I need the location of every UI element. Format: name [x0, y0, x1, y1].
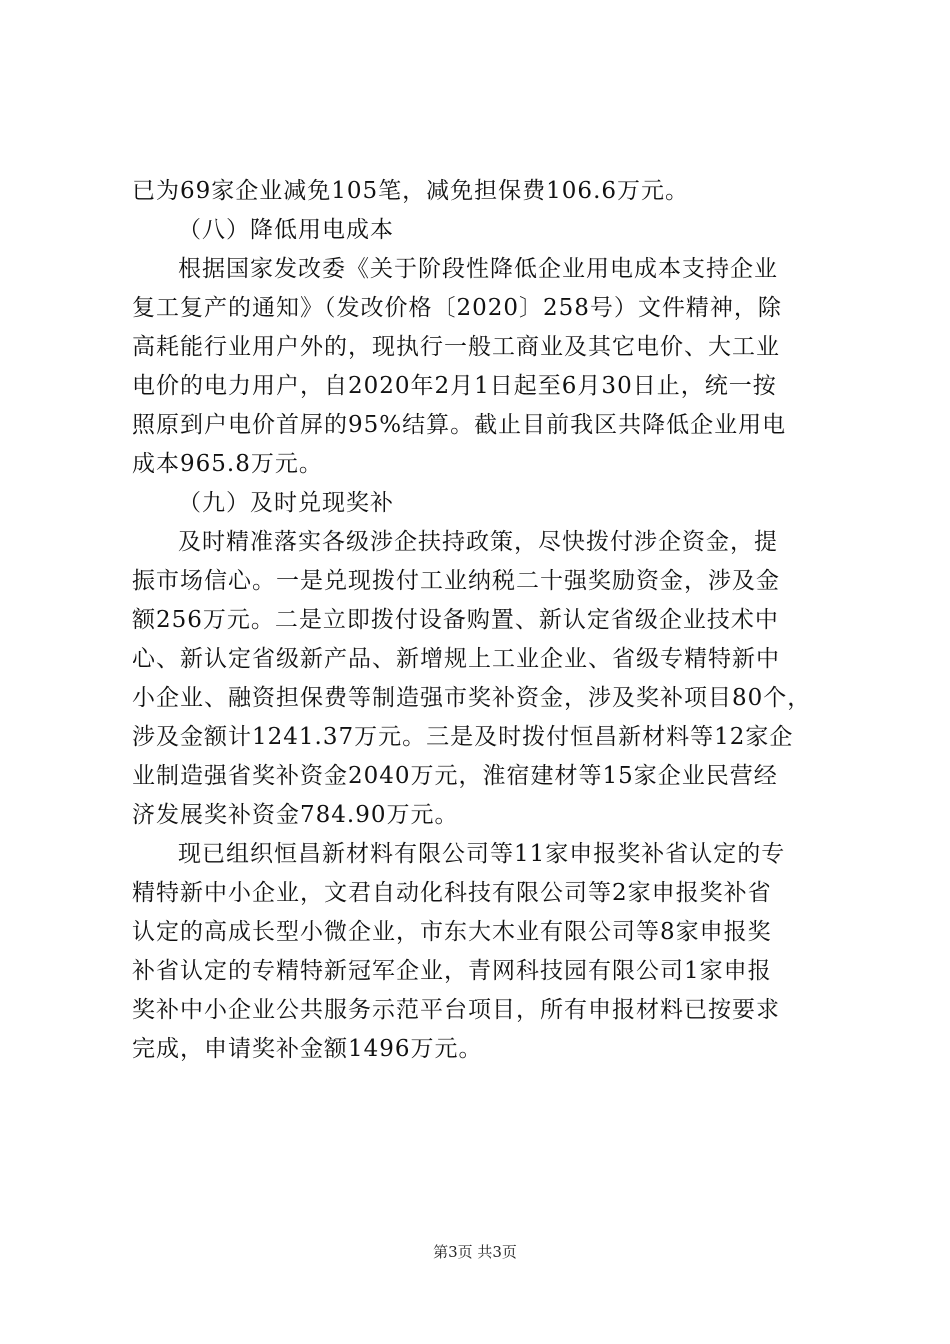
text-line: 心、新认定省级新产品、新增规上工业企业、省级专精特新中 — [132, 646, 780, 672]
text-line: 复工复产的通知》（发改价格〔2020〕258号）文件精神，除 — [132, 295, 782, 321]
section-heading: （八）降低用电成本 — [178, 217, 394, 243]
text-line: 电价的电力用户，自2020年2月1日起至6月30日止，统一按 — [132, 373, 777, 399]
text-line: 及时精准落实各级涉企扶持政策，尽快拨付涉企资金，提 — [178, 529, 778, 555]
document-body — [132, 172, 832, 1069]
text-line: 已为69家企业减免105笔，减免担保费106.6万元。 — [132, 178, 690, 204]
text-line: 认定的高成长型小微企业，市东大木业有限公司等8家申报奖 — [132, 919, 772, 945]
text-line: 济发展奖补资金784.90万元。 — [132, 802, 459, 828]
text-line: 振市场信心。一是兑现拨付工业纳税二十强奖励资金，涉及金 — [132, 568, 780, 594]
text-line: 精特新中小企业，文君自动化科技有限公司等2家申报奖补省 — [132, 880, 772, 906]
text-line: 现已组织恒昌新材料有限公司等11家申报奖补省认定的专 — [178, 841, 786, 867]
text-line: 业制造强省奖补资金2040万元，淮宿建材等15家企业民营经 — [132, 763, 778, 789]
text-line: 高耗能行业用户外的，现执行一般工商业及其它电价、大工业 — [132, 334, 780, 360]
section-heading: （九）及时兑现奖补 — [178, 490, 394, 516]
text-line: 额256万元。二是立即拨付设备购置、新认定省级企业技术中 — [132, 607, 779, 633]
text-line: 涉及金额计1241.37万元。三是及时拨付恒昌新材料等12家企 — [132, 724, 794, 750]
text-line: 完成，申请奖补金额1496万元。 — [132, 1036, 483, 1062]
text-line: 照原到户电价首屏的95%结算。截止目前我区共降低企业用电 — [132, 412, 787, 438]
page-number-footer: 第3页 共3页 — [433, 1243, 517, 1261]
text-line: 成本965.8万元。 — [132, 451, 323, 477]
text-line: 小企业、融资担保费等制造强市奖补资金，涉及奖补项目80个， — [132, 685, 812, 711]
text-line: 补省认定的专精特新冠军企业，青网科技园有限公司1家申报 — [132, 958, 772, 984]
text-line: 根据国家发改委《关于阶段性降低企业用电成本支持企业 — [178, 256, 778, 282]
text-line: 奖补中小企业公共服务示范平台项目，所有申报材料已按要求 — [132, 997, 780, 1023]
